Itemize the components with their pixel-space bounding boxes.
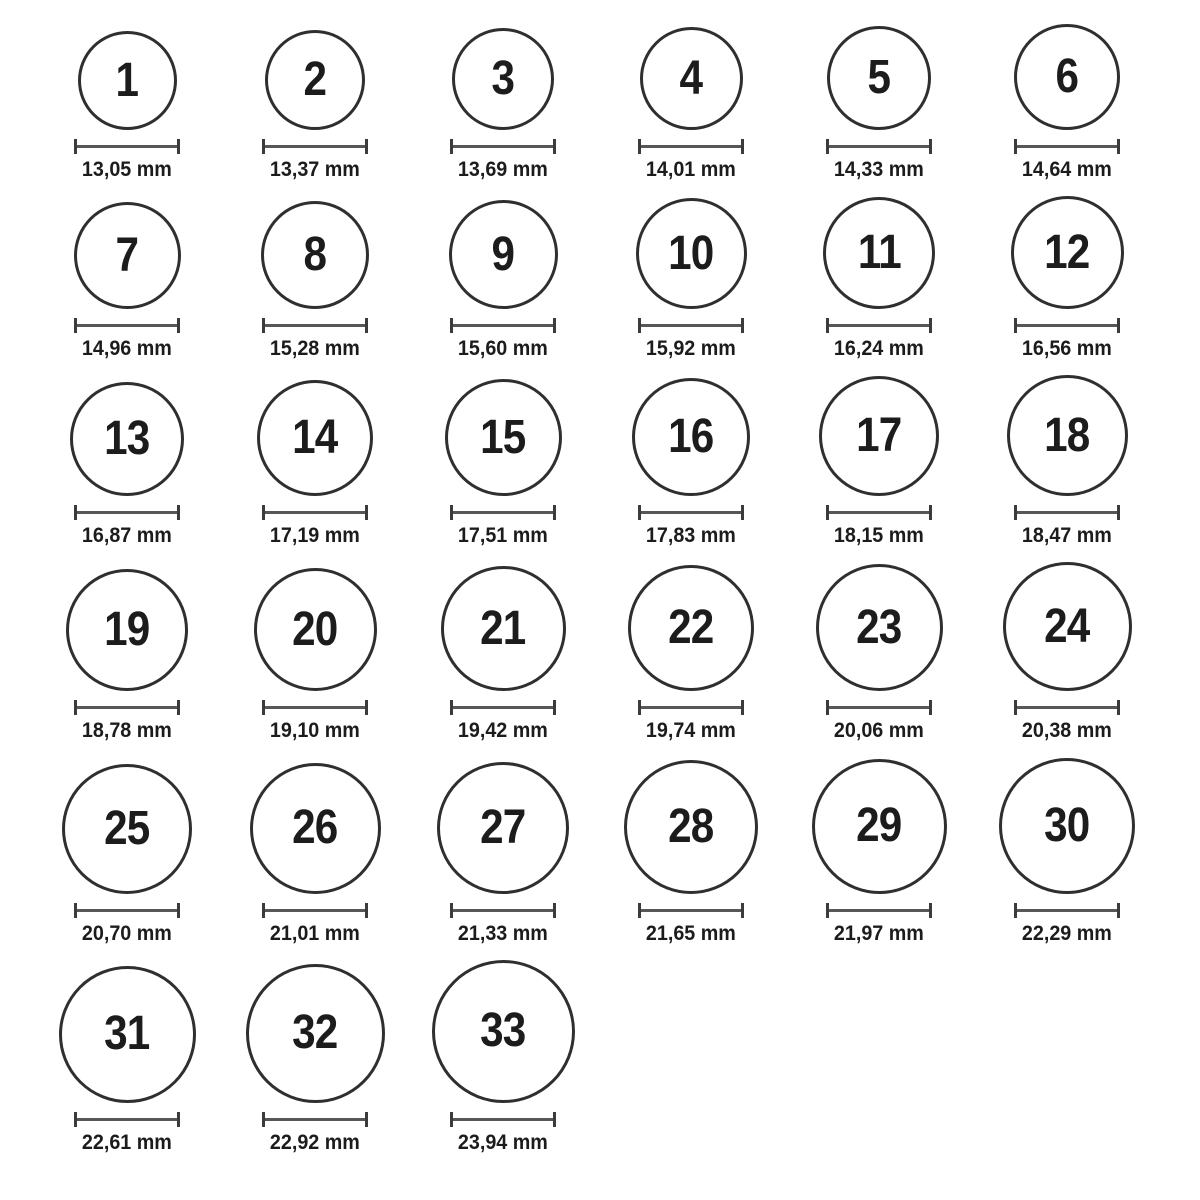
- measure-bar: [453, 145, 553, 148]
- circle-area: [816, 562, 943, 691]
- measure-bar: [1017, 706, 1117, 709]
- ring-size-number: 26: [292, 801, 338, 855]
- measure-right-tick-icon: [741, 505, 744, 520]
- ring-size-cell: [973, 562, 1161, 743]
- measure-right-tick-icon: [741, 903, 744, 918]
- circle-area: [254, 562, 377, 691]
- diameter-label: 15,28 mm: [269, 337, 360, 361]
- ring-circle: [70, 382, 184, 496]
- ring-size-number: 11: [857, 226, 901, 280]
- ring-circle: [246, 964, 385, 1103]
- ring-size-number: 28: [668, 799, 714, 853]
- measure-bar: [641, 909, 741, 912]
- ring-size-cell: [597, 562, 785, 743]
- measure-bar: [77, 706, 177, 709]
- diameter-measure-line: [826, 139, 932, 154]
- ring-size-number: 21: [480, 601, 526, 655]
- ring-size-cell: [785, 24, 973, 182]
- ring-circle: [441, 566, 566, 691]
- ring-size-number: 10: [668, 226, 714, 280]
- ring-size-row: [33, 758, 1200, 946]
- ring-size-cell: [221, 24, 409, 182]
- diameter-label: 20,38 mm: [1021, 719, 1112, 743]
- measure-bar: [77, 511, 177, 514]
- circle-area: [819, 375, 939, 496]
- ring-circle: [1011, 196, 1124, 309]
- ring-size-number: 20: [292, 602, 338, 656]
- measure-bar: [453, 511, 553, 514]
- circle-area: [640, 24, 743, 130]
- ring-size-row: [33, 960, 1200, 1155]
- ring-circle: [1003, 562, 1132, 691]
- ring-size-cell: [973, 196, 1161, 361]
- diameter-label: 19,10 mm: [269, 719, 360, 743]
- diameter-label: 13,69 mm: [457, 158, 548, 181]
- circle-area: [999, 758, 1135, 894]
- circle-area: [449, 196, 558, 309]
- ring-circle: [1007, 375, 1128, 496]
- diameter-label: 22,92 mm: [269, 1130, 360, 1154]
- measure-right-tick-icon: [1117, 318, 1120, 333]
- diameter-label: 14,96 mm: [81, 337, 172, 361]
- ring-size-number: 12: [1044, 225, 1090, 279]
- diameter-label: 21,65 mm: [645, 921, 736, 945]
- diameter-measure-line: [450, 903, 556, 918]
- measure-bar: [453, 324, 553, 327]
- measure-bar: [77, 909, 177, 912]
- diameter-label: 17,51 mm: [457, 524, 548, 548]
- diameter-measure-line: [262, 1112, 368, 1127]
- measure-bar: [1017, 909, 1117, 912]
- diameter-label: 14,01 mm: [645, 158, 736, 181]
- ring-circle: [812, 759, 947, 894]
- ring-size-number: 9: [491, 227, 515, 281]
- ring-size-number: 30: [1044, 798, 1090, 852]
- ring-size-row: [33, 562, 1200, 743]
- circle-area: [1007, 375, 1128, 496]
- measure-right-tick-icon: [177, 1112, 180, 1127]
- diameter-measure-line: [450, 318, 556, 333]
- diameter-measure-line: [74, 700, 180, 715]
- ring-circle: [432, 960, 575, 1103]
- ring-size-cell: [973, 24, 1161, 182]
- measure-right-tick-icon: [741, 700, 744, 715]
- diameter-measure-line: [262, 700, 368, 715]
- ring-circle: [640, 27, 743, 130]
- diameter-measure-line: [74, 1112, 180, 1127]
- circle-area: [632, 375, 750, 496]
- ring-size-number: 16: [668, 410, 714, 464]
- ring-size-cell: [221, 196, 409, 361]
- ring-size-number: 19: [104, 603, 150, 657]
- ring-size-number: 25: [104, 801, 150, 855]
- ring-size-number: 18: [1044, 408, 1090, 462]
- ring-circle: [449, 200, 558, 309]
- diameter-measure-line: [450, 505, 556, 520]
- diameter-label: 16,56 mm: [1021, 337, 1112, 361]
- ring-size-cell: [597, 196, 785, 361]
- diameter-label: 19,42 mm: [457, 719, 548, 743]
- circle-area: [257, 375, 373, 496]
- ring-size-cell: [409, 758, 597, 946]
- ring-size-row: [33, 24, 1200, 182]
- circle-area: [827, 24, 931, 130]
- ring-size-cell: [409, 960, 597, 1155]
- diameter-label: 22,29 mm: [1021, 921, 1112, 945]
- circle-area: [1014, 24, 1120, 130]
- measure-right-tick-icon: [553, 505, 556, 520]
- diameter-measure-line: [638, 505, 744, 520]
- circle-area: [812, 758, 947, 894]
- ring-size-number: 32: [292, 1006, 338, 1060]
- measure-right-tick-icon: [177, 700, 180, 715]
- diameter-measure-line: [262, 903, 368, 918]
- ring-circle: [265, 30, 365, 130]
- measure-right-tick-icon: [929, 139, 932, 154]
- measure-right-tick-icon: [1117, 139, 1120, 154]
- ring-size-cell: [409, 24, 597, 182]
- diameter-label: 19,74 mm: [645, 719, 736, 743]
- diameter-measure-line: [74, 505, 180, 520]
- diameter-label: 15,60 mm: [457, 337, 548, 361]
- ring-circle: [250, 763, 381, 894]
- diameter-label: 22,61 mm: [81, 1130, 172, 1154]
- diameter-measure-line: [826, 505, 932, 520]
- measure-bar: [829, 511, 929, 514]
- diameter-label: 20,70 mm: [81, 921, 172, 945]
- measure-right-tick-icon: [553, 903, 556, 918]
- measure-right-tick-icon: [365, 903, 368, 918]
- ring-size-cell: [221, 960, 409, 1155]
- circle-area: [636, 196, 747, 309]
- circle-area: [265, 24, 365, 130]
- circle-area: [624, 758, 758, 894]
- measure-bar: [1017, 145, 1117, 148]
- diameter-measure-line: [74, 903, 180, 918]
- ring-size-cell: [973, 375, 1161, 548]
- diameter-label: 16,24 mm: [833, 337, 924, 361]
- ring-size-number: 17: [856, 409, 902, 463]
- ring-size-number: 22: [668, 601, 714, 655]
- measure-right-tick-icon: [365, 1112, 368, 1127]
- diameter-measure-line: [826, 700, 932, 715]
- ring-size-cell: [785, 562, 973, 743]
- diameter-label: 21,97 mm: [833, 921, 924, 945]
- measure-bar: [265, 511, 365, 514]
- measure-right-tick-icon: [177, 139, 180, 154]
- diameter-label: 14,33 mm: [833, 158, 924, 181]
- ring-circle: [823, 197, 935, 309]
- ring-size-cell: [409, 562, 597, 743]
- circle-area: [261, 196, 369, 309]
- ring-size-number: 3: [491, 52, 515, 105]
- measure-bar: [829, 706, 929, 709]
- ring-circle: [257, 380, 373, 496]
- measure-right-tick-icon: [553, 139, 556, 154]
- ring-size-cell: [973, 758, 1161, 946]
- circle-area: [66, 562, 188, 691]
- diameter-label: 21,33 mm: [457, 921, 548, 945]
- ring-circle: [62, 764, 192, 894]
- diameter-measure-line: [638, 318, 744, 333]
- diameter-measure-line: [74, 318, 180, 333]
- ring-size-number: 27: [480, 800, 526, 854]
- measure-bar: [453, 706, 553, 709]
- ring-size-cell: [221, 375, 409, 548]
- diameter-measure-line: [262, 505, 368, 520]
- ring-size-cell: [785, 196, 973, 361]
- ring-size-number: 29: [856, 799, 902, 853]
- measure-bar: [641, 511, 741, 514]
- ring-size-number: 33: [480, 1004, 526, 1058]
- measure-bar: [265, 706, 365, 709]
- measure-bar: [641, 324, 741, 327]
- diameter-measure-line: [450, 1112, 556, 1127]
- ring-size-cell: [221, 562, 409, 743]
- measure-bar: [641, 706, 741, 709]
- measure-bar: [1017, 324, 1117, 327]
- ring-size-cell: [409, 375, 597, 548]
- circle-area: [70, 375, 184, 496]
- measure-bar: [453, 909, 553, 912]
- measure-bar: [77, 324, 177, 327]
- diameter-measure-line: [826, 903, 932, 918]
- ring-circle: [636, 198, 747, 309]
- ring-size-cell: [33, 960, 221, 1155]
- ring-size-number: 4: [679, 51, 703, 105]
- ring-size-cell: [33, 758, 221, 946]
- ring-circle: [59, 966, 196, 1103]
- ring-size-row: [33, 375, 1200, 548]
- ring-circle: [819, 376, 939, 496]
- circle-area: [432, 960, 575, 1103]
- circle-area: [59, 960, 196, 1103]
- measure-right-tick-icon: [177, 505, 180, 520]
- ring-circle: [261, 201, 369, 309]
- measure-right-tick-icon: [553, 318, 556, 333]
- diameter-measure-line: [1014, 139, 1120, 154]
- diameter-measure-line: [450, 700, 556, 715]
- ring-size-cell: [785, 375, 973, 548]
- ring-size-cell: [785, 758, 973, 946]
- ring-circle: [452, 28, 554, 130]
- ring-size-number: 6: [1055, 50, 1079, 103]
- circle-area: [452, 24, 554, 130]
- diameter-measure-line: [1014, 700, 1120, 715]
- circle-area: [445, 375, 562, 496]
- diameter-label: 21,01 mm: [269, 921, 360, 945]
- ring-size-number: 13: [104, 412, 150, 466]
- diameter-measure-line: [826, 318, 932, 333]
- ring-circle: [66, 569, 188, 691]
- measure-right-tick-icon: [365, 700, 368, 715]
- measure-bar: [453, 1118, 553, 1121]
- measure-bar: [265, 145, 365, 148]
- ring-circle: [445, 379, 562, 496]
- ring-circle: [1014, 24, 1120, 130]
- measure-bar: [829, 324, 929, 327]
- ring-circle: [254, 568, 377, 691]
- ring-size-number: 7: [115, 228, 139, 282]
- measure-right-tick-icon: [741, 318, 744, 333]
- diameter-label: 16,87 mm: [81, 524, 172, 548]
- measure-bar: [77, 1118, 177, 1121]
- circle-area: [1011, 196, 1124, 309]
- ring-size-number: 8: [303, 228, 327, 282]
- measure-bar: [265, 909, 365, 912]
- ring-size-cell: [597, 24, 785, 182]
- ring-circle: [437, 762, 569, 894]
- ring-size-number: 23: [856, 600, 902, 654]
- ring-circle: [632, 378, 750, 496]
- measure-bar: [77, 145, 177, 148]
- circle-area: [628, 562, 754, 691]
- diameter-label: 17,19 mm: [269, 524, 360, 548]
- circle-area: [441, 562, 566, 691]
- diameter-label: 18,15 mm: [833, 524, 924, 548]
- ring-circle: [78, 31, 177, 130]
- ring-size-cell: [597, 375, 785, 548]
- measure-bar: [829, 909, 929, 912]
- ring-size-number: 14: [292, 411, 338, 465]
- diameter-measure-line: [638, 139, 744, 154]
- circle-area: [250, 758, 381, 894]
- ring-size-cell: [221, 758, 409, 946]
- measure-right-tick-icon: [741, 139, 744, 154]
- circle-area: [437, 758, 569, 894]
- diameter-label: 14,64 mm: [1021, 158, 1112, 181]
- circle-area: [1003, 562, 1132, 691]
- measure-right-tick-icon: [929, 505, 932, 520]
- diameter-measure-line: [1014, 318, 1120, 333]
- ring-circle: [827, 26, 931, 130]
- measure-bar: [641, 145, 741, 148]
- diameter-measure-line: [638, 903, 744, 918]
- ring-size-cell: [33, 196, 221, 361]
- diameter-label: 20,06 mm: [833, 719, 924, 743]
- measure-right-tick-icon: [553, 700, 556, 715]
- measure-right-tick-icon: [177, 903, 180, 918]
- ring-circle: [628, 565, 754, 691]
- circle-area: [823, 196, 935, 309]
- measure-right-tick-icon: [365, 139, 368, 154]
- circle-area: [62, 758, 192, 894]
- diameter-label: 18,47 mm: [1021, 524, 1112, 548]
- circle-area: [246, 960, 385, 1103]
- measure-right-tick-icon: [1117, 903, 1120, 918]
- measure-right-tick-icon: [929, 903, 932, 918]
- measure-bar: [829, 145, 929, 148]
- measure-right-tick-icon: [365, 505, 368, 520]
- measure-bar: [1017, 511, 1117, 514]
- ring-size-number: 2: [303, 53, 327, 106]
- diameter-measure-line: [262, 139, 368, 154]
- measure-right-tick-icon: [177, 318, 180, 333]
- ring-size-number: 31: [104, 1007, 150, 1061]
- ring-size-cell: [409, 196, 597, 361]
- ring-circle: [816, 564, 943, 691]
- diameter-measure-line: [450, 139, 556, 154]
- ring-size-cell: [33, 562, 221, 743]
- diameter-label: 23,94 mm: [457, 1130, 548, 1154]
- measure-right-tick-icon: [929, 700, 932, 715]
- measure-bar: [265, 1118, 365, 1121]
- diameter-measure-line: [638, 700, 744, 715]
- ring-size-number: 1: [115, 53, 139, 107]
- ring-size-cell: [33, 375, 221, 548]
- diameter-measure-line: [74, 139, 180, 154]
- ring-size-number: 15: [480, 410, 526, 464]
- ring-size-row: [33, 196, 1200, 361]
- ring-circle: [74, 202, 181, 309]
- diameter-label: 13,05 mm: [81, 158, 172, 181]
- ring-circle: [624, 760, 758, 894]
- measure-right-tick-icon: [365, 318, 368, 333]
- diameter-measure-line: [1014, 903, 1120, 918]
- measure-bar: [265, 324, 365, 327]
- ring-circle: [999, 758, 1135, 894]
- ring-size-number: 5: [867, 51, 891, 104]
- measure-right-tick-icon: [1117, 700, 1120, 715]
- ring-size-number: 24: [1044, 599, 1090, 653]
- measure-right-tick-icon: [929, 318, 932, 333]
- measure-right-tick-icon: [553, 1112, 556, 1127]
- circle-area: [74, 196, 181, 309]
- diameter-measure-line: [1014, 505, 1120, 520]
- ring-size-cell: [597, 758, 785, 946]
- circle-area: [78, 24, 177, 130]
- diameter-label: 18,78 mm: [81, 719, 172, 743]
- measure-right-tick-icon: [1117, 505, 1120, 520]
- diameter-label: 17,83 mm: [645, 524, 736, 548]
- diameter-measure-line: [262, 318, 368, 333]
- diameter-label: 13,37 mm: [269, 158, 360, 181]
- ring-size-cell: [33, 24, 221, 182]
- diameter-label: 15,92 mm: [645, 337, 736, 361]
